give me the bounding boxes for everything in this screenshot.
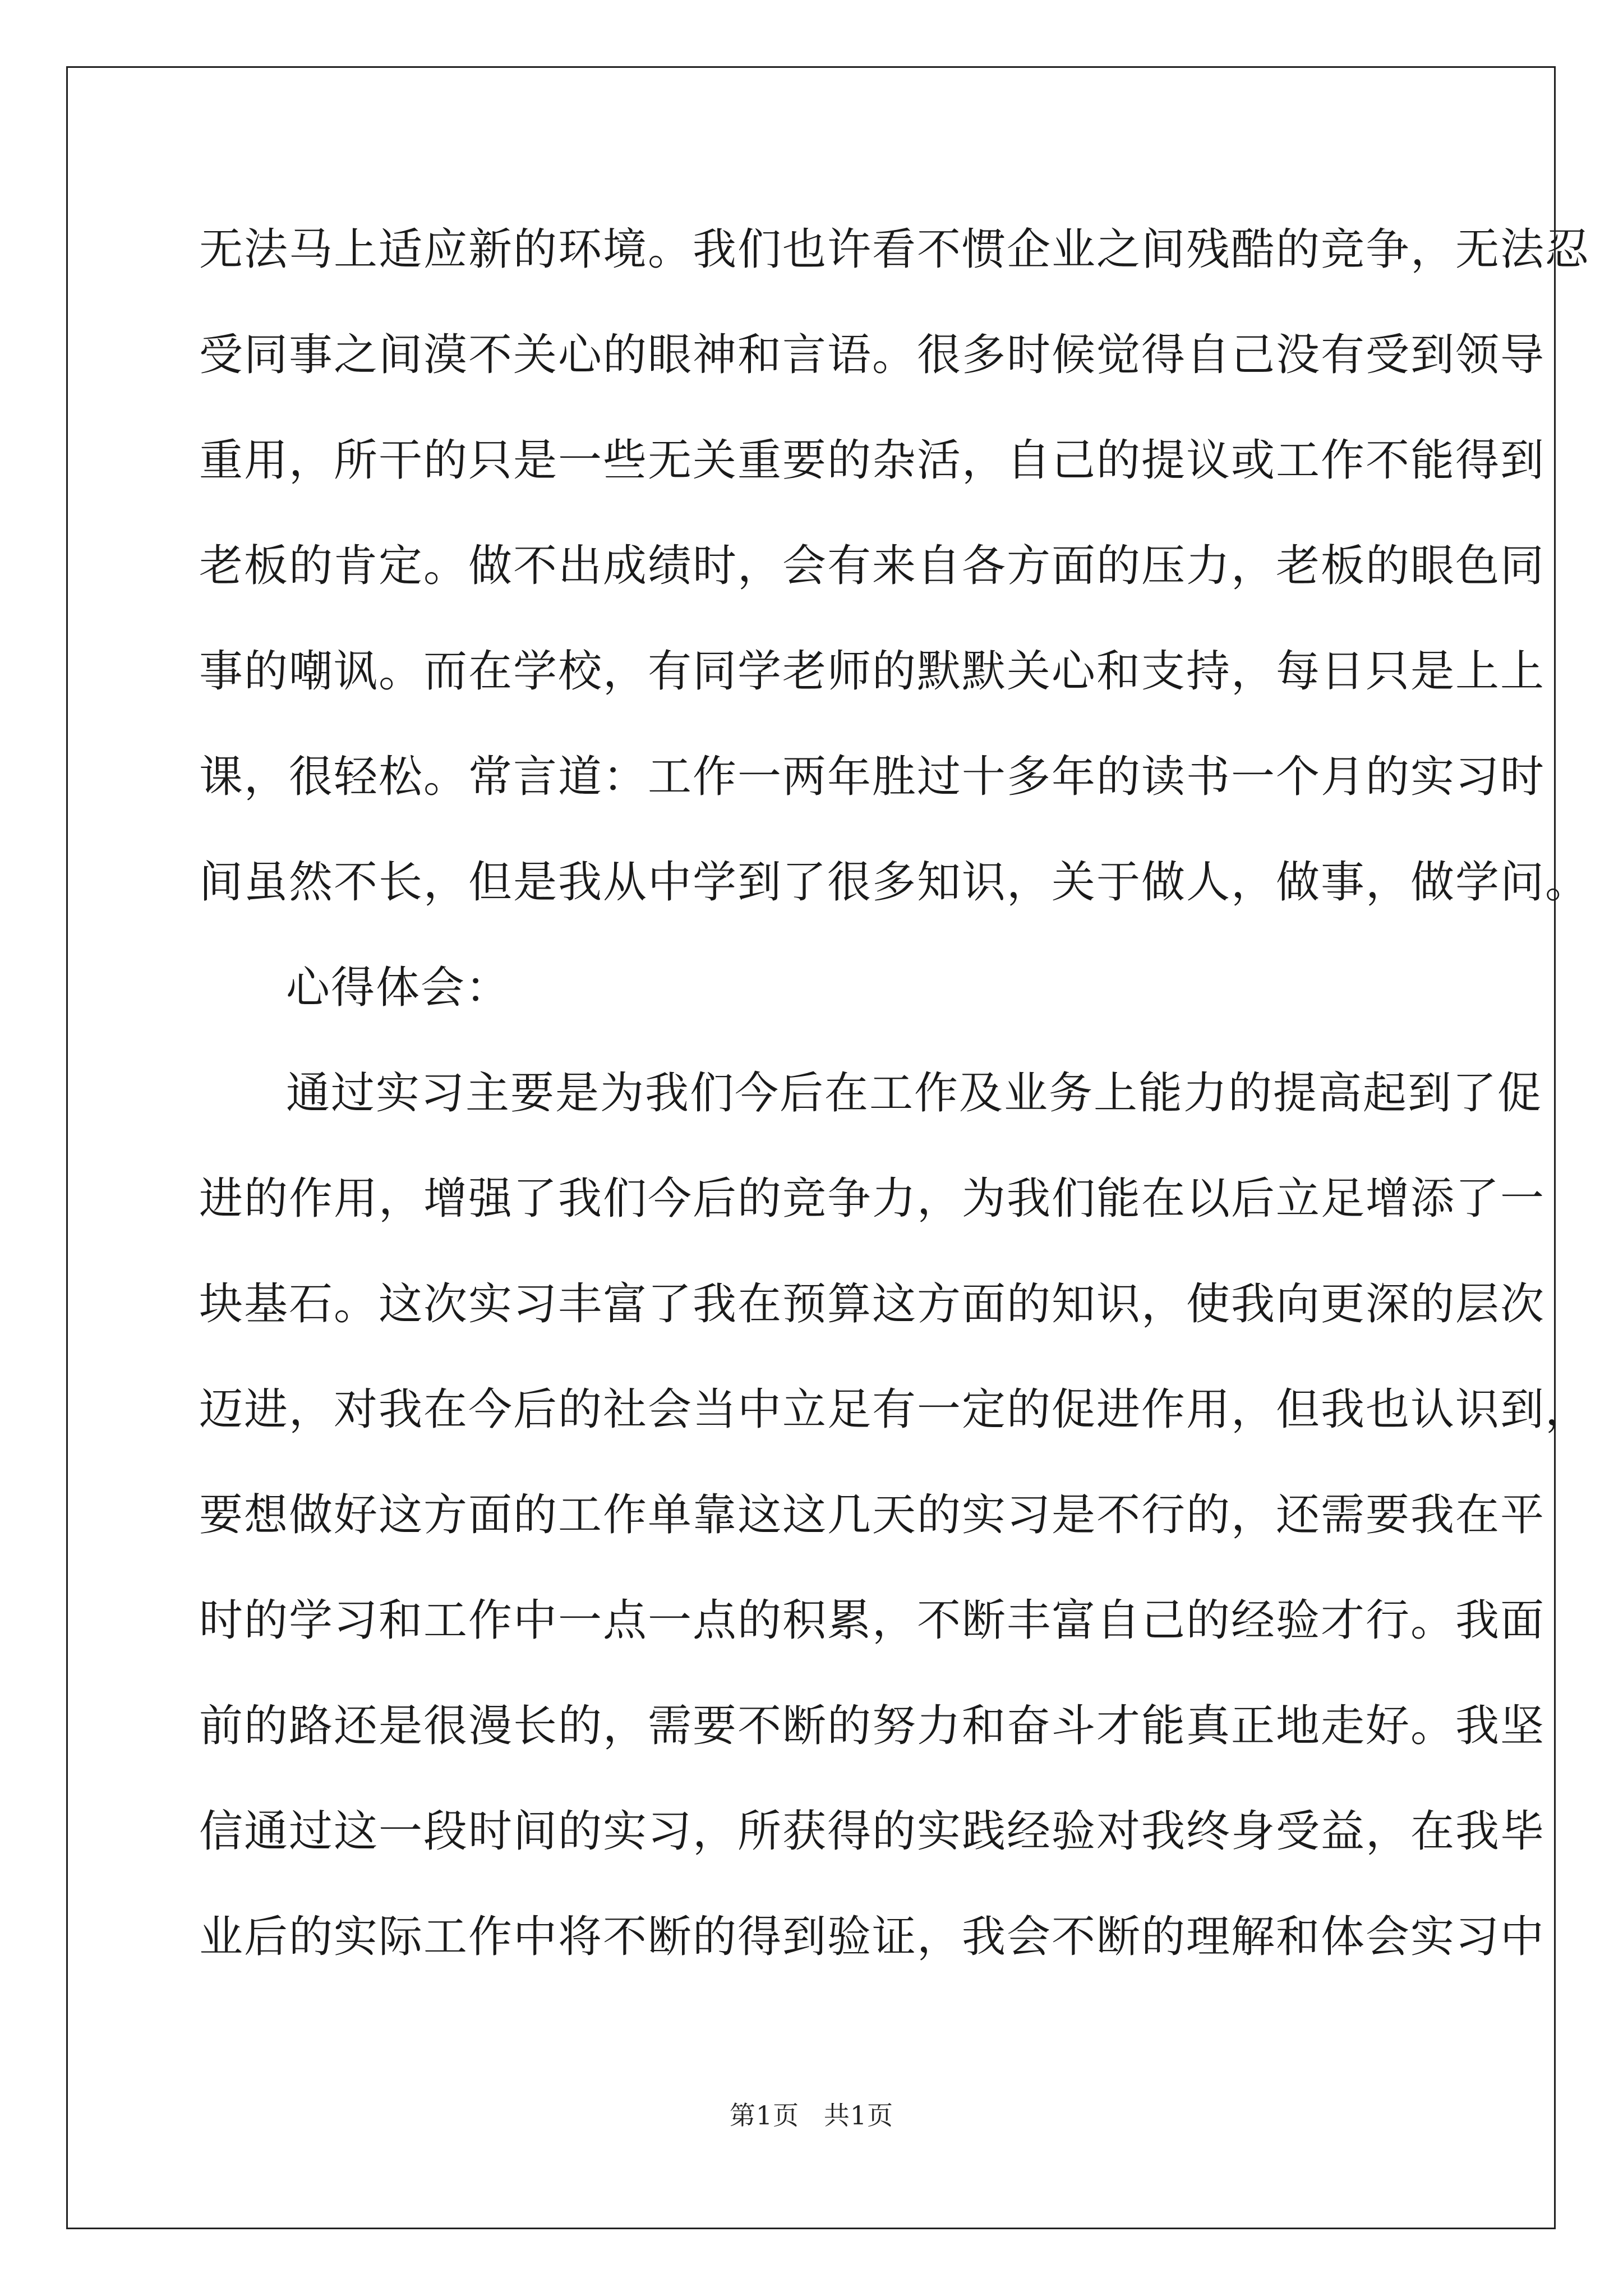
- document-body: [199, 216, 1590, 2009]
- body-line: 前的路还是很漫长的，需要不断的努力和奋斗才能真正地走好。我坚: [199, 1701, 1546, 1751]
- body-line: 课，很轻松。常言道：工作一两年胜过十多年的读书一个月的实习时: [199, 752, 1546, 802]
- body-line: 迈进，对我在今后的社会当中立足有一定的促进作用，但我也认识到，: [199, 1384, 1590, 1435]
- body-line: 业后的实际工作中将不断的得到验证，我会不断的理解和体会实习中: [199, 1912, 1546, 1962]
- body-line: 要想做好这方面的工作单靠这这几天的实习是不行的，还需要我在平: [199, 1490, 1546, 1540]
- body-line: 受同事之间漠不关心的眼神和言语。很多时候觉得自己没有受到领导: [199, 330, 1546, 380]
- body-line: 间虽然不长，但是我从中学到了很多知识，关于做人，做事，做学问。: [199, 857, 1590, 908]
- body-line: 通过实习主要是为我们今后在工作及业务上能力的提高起到了促: [286, 1068, 1543, 1119]
- body-line: 事的嘲讽。而在学校，有同学老师的默默关心和支持，每日只是上上: [199, 646, 1546, 697]
- page-total: 共1页: [823, 2100, 894, 2131]
- body-line: 无法马上适应新的环境。我们也许看不惯企业之间残酷的竞争，无法忍: [199, 224, 1590, 275]
- page-footer: [0, 2095, 1623, 2132]
- section-heading: 心得体会：: [286, 963, 511, 1013]
- body-line: 进的作用，增强了我们今后的竞争力，为我们能在以后立足增添了一: [199, 1174, 1546, 1224]
- page-number: 第1页: [729, 2100, 800, 2131]
- body-line: 重用，所干的只是一些无关重要的杂活，自己的提议或工作不能得到: [199, 435, 1546, 486]
- body-line: 时的学习和工作中一点一点的积累，不断丰富自己的经验才行。我面: [199, 1595, 1546, 1646]
- body-line: 老板的肯定。做不出成绩时，会有来自各方面的压力，老板的眼色同: [199, 541, 1546, 591]
- body-line: 块基石。这次实习丰富了我在预算这方面的知识，使我向更深的层次: [199, 1279, 1546, 1329]
- body-line: 信通过这一段时间的实习，所获得的实践经验对我终身受益，在我毕: [199, 1806, 1546, 1857]
